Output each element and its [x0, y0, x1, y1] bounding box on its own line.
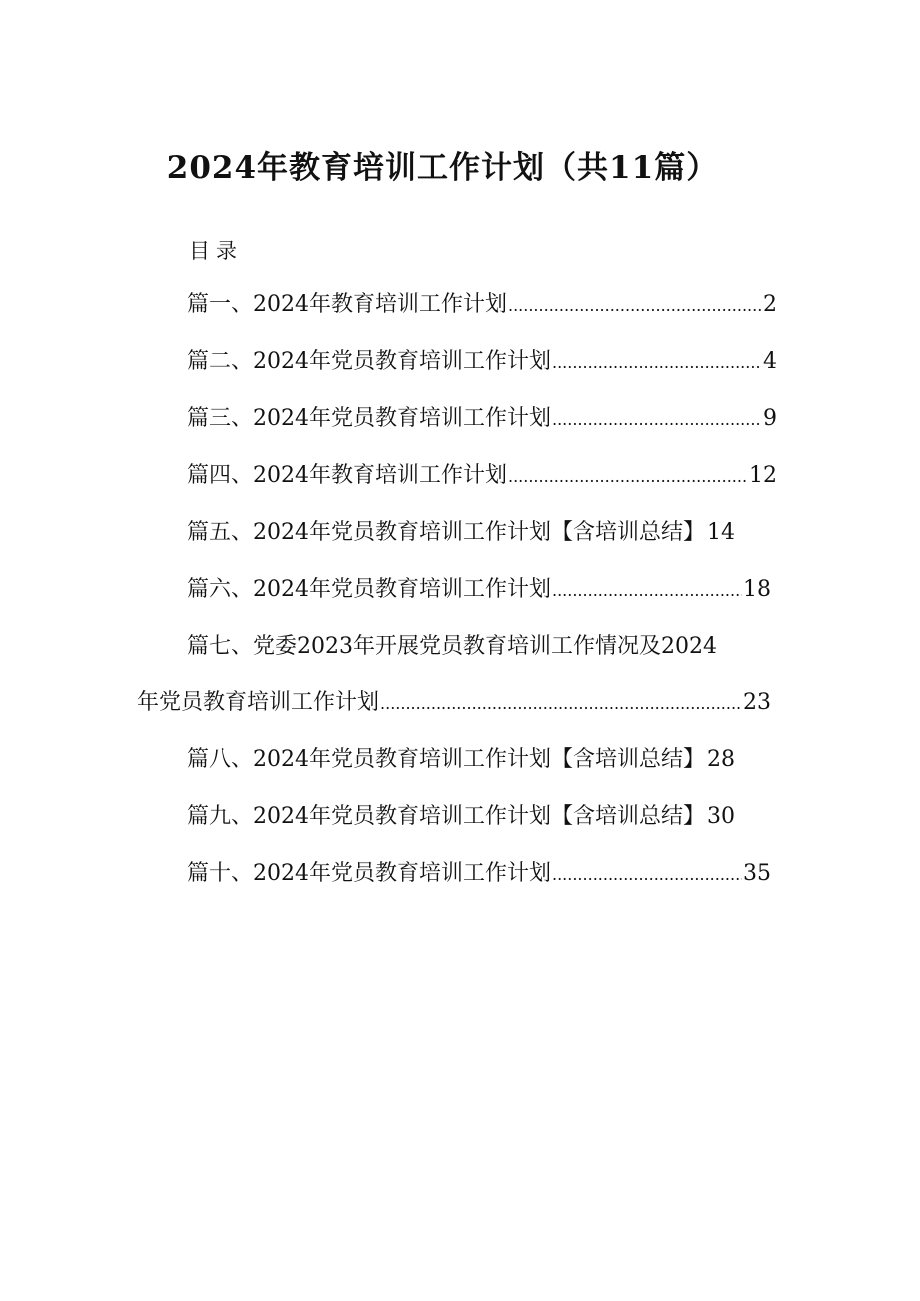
toc-leader-dots	[508, 467, 748, 486]
document-title: 2024年教育培训工作计划（共11篇）	[166, 150, 719, 186]
toc-leader-dots	[380, 694, 742, 713]
toc-entry-page: 9	[763, 406, 777, 431]
toc-entry[interactable]	[187, 572, 771, 602]
toc-entry-page: 18	[743, 577, 771, 602]
toc-entry-title: 篇九、2024年党员教育培训工作计划【含培训总结】	[187, 804, 705, 829]
toc-entry-title: 篇四、2024年教育培训工作计划	[187, 463, 507, 488]
toc-entry[interactable]	[187, 458, 777, 488]
toc-entry-title: 篇五、2024年党员教育培训工作计划【含培训总结】	[187, 520, 705, 545]
toc-leader-dots	[552, 410, 762, 429]
toc-entry-page: 30	[707, 804, 735, 829]
toc-entry-title: 篇六、2024年党员教育培训工作计划	[187, 577, 551, 602]
toc-entry[interactable]	[187, 799, 735, 829]
toc-entry-title: 篇十、2024年党员教育培训工作计划	[187, 861, 551, 886]
toc-entry[interactable]	[187, 856, 771, 886]
toc-entry-page: 12	[749, 463, 777, 488]
toc-entry-title: 篇三、2024年党员教育培训工作计划	[187, 406, 551, 431]
toc-entry-continuation[interactable]	[137, 685, 771, 715]
toc-entry[interactable]	[187, 401, 777, 431]
toc-heading: 目录	[189, 239, 243, 263]
toc-leader-dots	[552, 353, 762, 372]
toc-entry-page: 35	[743, 861, 771, 886]
toc-leader-dots	[552, 865, 742, 884]
toc-entry[interactable]	[187, 344, 777, 374]
toc-entry-page: 23	[743, 690, 771, 715]
toc-entry-title: 篇七、党委2023年开展党员教育培训工作情况及2024	[187, 634, 717, 659]
toc-entry[interactable]	[187, 515, 735, 545]
toc-entry-title-continuation: 年党员教育培训工作计划	[137, 690, 380, 715]
toc-entry[interactable]	[187, 742, 735, 772]
toc-entry-page: 28	[707, 747, 735, 772]
toc-entry[interactable]	[187, 287, 777, 317]
toc-entry-page: 14	[707, 520, 735, 545]
toc-leader-dots	[552, 581, 742, 600]
toc-entry-title: 篇八、2024年党员教育培训工作计划【含培训总结】	[187, 747, 705, 772]
toc-entry[interactable]	[187, 629, 717, 659]
toc-entry-page: 2	[763, 292, 777, 317]
toc-leader-dots	[508, 296, 762, 315]
toc-entry-title: 篇二、2024年党员教育培训工作计划	[187, 349, 551, 374]
toc-entry-title: 篇一、2024年教育培训工作计划	[187, 292, 507, 317]
toc-entry-page: 4	[763, 349, 777, 374]
